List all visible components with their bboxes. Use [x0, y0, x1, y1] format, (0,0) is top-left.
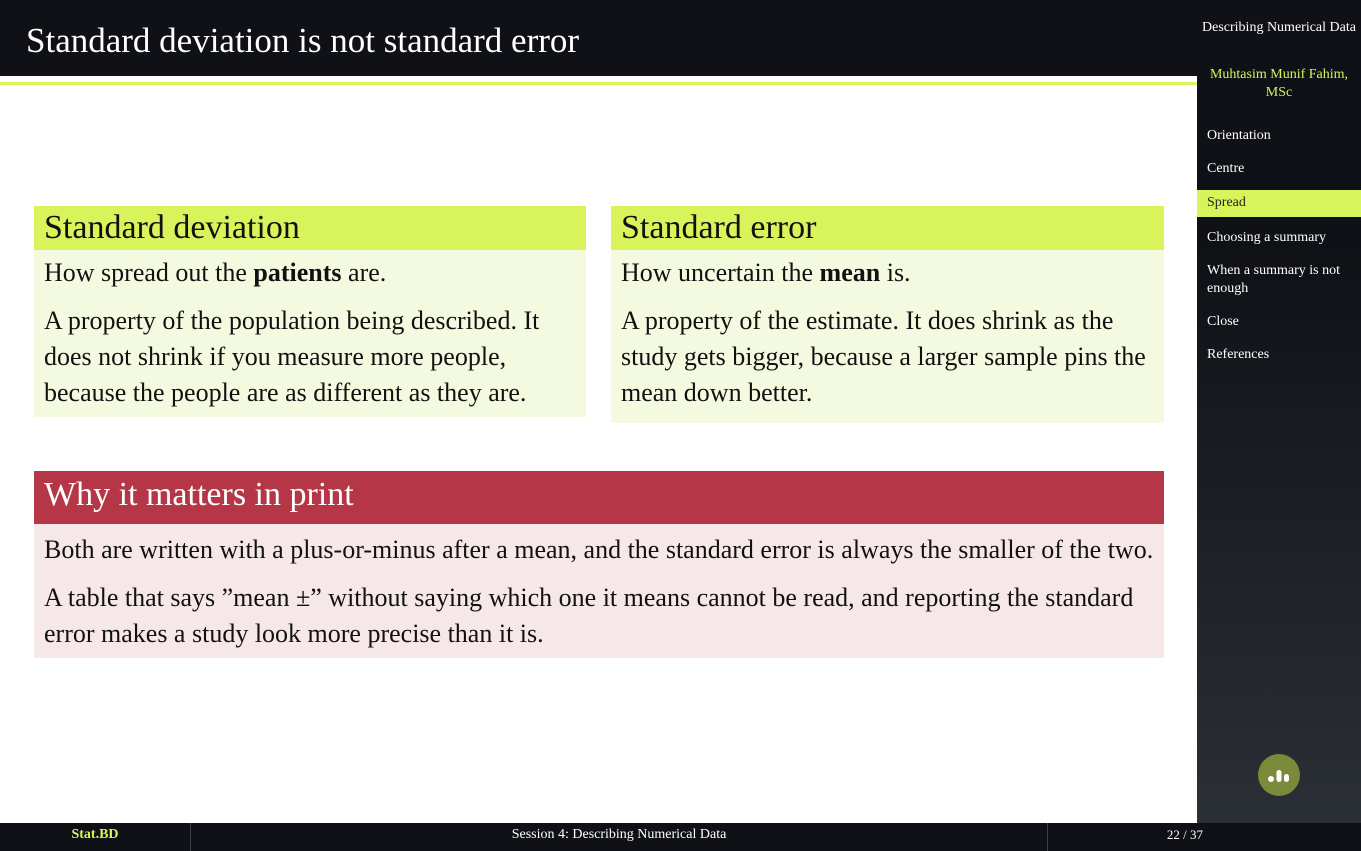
block-body: [611, 250, 1164, 423]
standard-error-block: [611, 206, 1164, 423]
sidebar-author: Muhtasim Munif Fahim, MSc: [1209, 67, 1349, 100]
footer-session: Session 4: Describing Numerical Data: [191, 823, 1048, 851]
text-span: How spread out the: [44, 258, 254, 287]
sidebar-item-when-summary-not-enough[interactable]: When a summary is not enough: [1207, 263, 1340, 296]
sidebar-item-orientation[interactable]: Orientation: [1207, 128, 1271, 143]
block-paragraph: Both are written with a plus-or-minus after a mean, and the standard error is always the smaller of the two.: [44, 535, 1154, 564]
footer-page-number: 22 / 37: [1166, 827, 1203, 842]
emphasis-text: mean: [819, 258, 881, 287]
block-title: Standard deviation: [34, 206, 586, 250]
sidebar-deck-title: Describing Numerical Data: [1202, 20, 1356, 35]
block-body: [34, 250, 586, 417]
text-span: How uncertain the: [621, 258, 820, 287]
text-span: are.: [341, 258, 387, 287]
why-it-matters-block: [34, 471, 1164, 658]
sidebar: [1197, 0, 1361, 823]
standard-deviation-block: [34, 206, 586, 417]
sidebar-item-references[interactable]: References: [1207, 347, 1270, 362]
sidebar-item-spread[interactable]: Spread: [1197, 190, 1361, 217]
text-span: is.: [880, 258, 911, 287]
emphasis-text: patients: [253, 258, 342, 287]
bar-chart-icon: [1258, 754, 1300, 796]
block-title: Standard error: [611, 206, 1164, 250]
slide-header: [0, 0, 1197, 76]
footer: [0, 823, 1361, 851]
sidebar-item-centre[interactable]: Centre: [1207, 161, 1245, 176]
block-title: Why it matters in print: [34, 471, 1164, 524]
sidebar-item-close[interactable]: Close: [1207, 314, 1239, 329]
block-paragraph: A table that says ”mean ±” without saying which one it means cannot be read, and reporting the standard error makes a study look more precise than it is.: [44, 583, 1134, 648]
sidebar-nav: [1197, 124, 1361, 376]
block-body: [34, 524, 1164, 658]
sidebar-item-choosing-a-summary[interactable]: Choosing a summary: [1207, 230, 1326, 245]
block-paragraph: A property of the population being described. It does not shrink if you measure more people, because the people are as different as they are.: [44, 306, 540, 407]
block-line: [621, 255, 1154, 291]
footer-brand: Stat.BD: [0, 823, 191, 851]
block-line: [44, 255, 576, 291]
block-paragraph: A property of the estimate. It does shrink as the study gets bigger, because a larger sample pins the mean down better.: [621, 306, 1146, 407]
slide-title: Standard deviation is not standard error: [26, 21, 580, 60]
header-rule: [0, 82, 1197, 85]
